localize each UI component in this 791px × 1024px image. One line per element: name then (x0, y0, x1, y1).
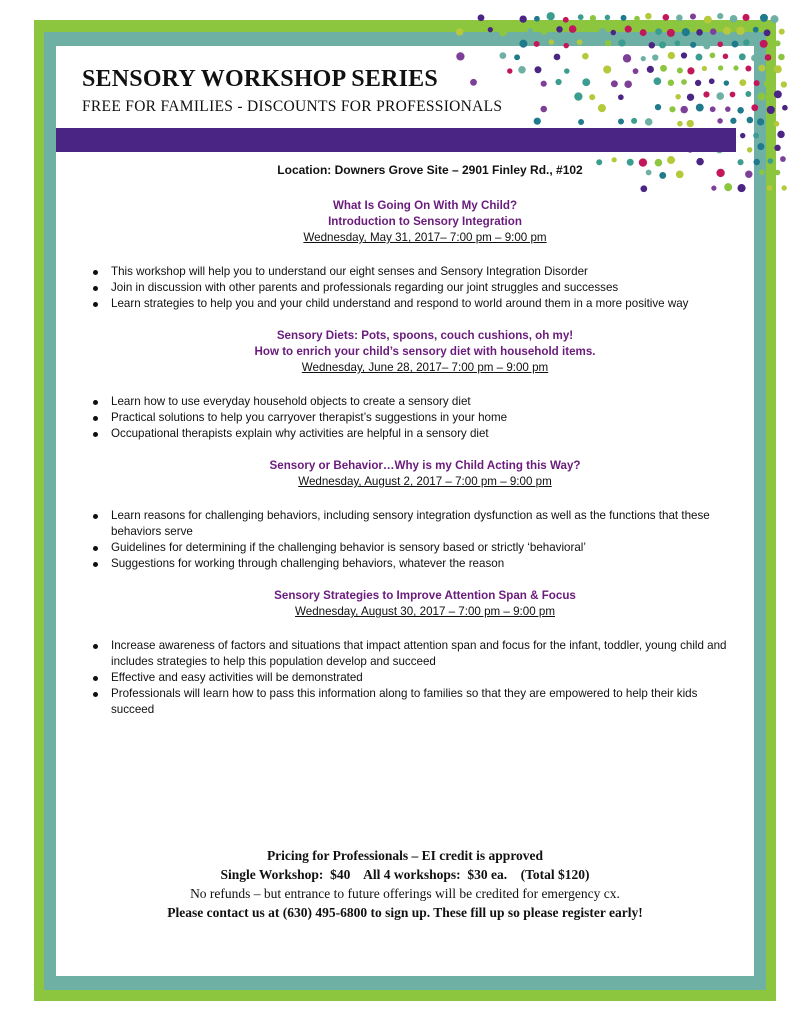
confetti-dot (723, 54, 729, 60)
confetti-dot (764, 29, 771, 36)
confetti-dot (768, 158, 774, 164)
confetti-dot (618, 94, 624, 100)
confetti-dot (589, 94, 595, 100)
confetti-dot (519, 15, 526, 22)
confetti-dot (541, 29, 547, 35)
confetti-dot (676, 15, 683, 22)
confetti-dot (765, 54, 772, 61)
confetti-dot (605, 40, 611, 46)
workshop-1 (56, 198, 754, 312)
workshop-3-bullets (56, 508, 754, 572)
confetti-dot (599, 28, 606, 35)
confetti-dot (603, 65, 611, 73)
confetti-dot (677, 121, 683, 127)
confetti-dot (677, 67, 683, 73)
confetti-dot (669, 106, 675, 112)
confetti-dot (652, 54, 658, 60)
location-line: Location: Downers Grove Site – 2901 Finley Rd., #102 (277, 163, 583, 177)
confetti-dot (777, 131, 784, 138)
confetti-dot (687, 94, 694, 101)
confetti-dot (641, 56, 646, 61)
workshop-3-title: Sensory or Behavior…Why is my Child Acting this Way? (269, 459, 581, 472)
confetti-dot (710, 28, 716, 34)
confetti-dot (774, 90, 782, 98)
confetti-dot (605, 15, 610, 20)
purple-header-band (56, 128, 736, 152)
confetti-dot (535, 66, 542, 73)
list-item: Suggestions for working through challenging behaviors, whatever the reason (56, 556, 754, 572)
confetti-dot (470, 79, 477, 86)
confetti-dot (779, 29, 785, 35)
confetti-dot (634, 16, 640, 22)
confetti-dot (775, 170, 781, 176)
confetti-dot (710, 52, 716, 58)
confetti-dot (758, 93, 766, 101)
confetti-dot (754, 80, 760, 86)
confetti-dot (767, 185, 773, 191)
confetti-dot (660, 65, 667, 72)
confetti-dot (774, 121, 779, 126)
pricing-section (56, 846, 754, 922)
confetti-dot (514, 54, 520, 60)
confetti-dot (488, 27, 493, 32)
confetti-dot (717, 41, 723, 47)
list-item: Professionals will learn how to pass this information along to families so that they are empowered to help their kids succeed (56, 686, 754, 718)
confetti-dot (499, 52, 506, 59)
confetti-dot (687, 120, 694, 127)
workshop-1-date: Wednesday, May 31, 2017– 7:00 pm – 9:00 pm (303, 231, 547, 244)
confetti-dot (618, 118, 624, 124)
confetti-dot (659, 41, 666, 48)
confetti-dot (681, 52, 687, 58)
workshop-2-date: Wednesday, June 28, 2017– 7:00 pm – 9:00 pm (301, 361, 549, 374)
confetti-dot (740, 133, 745, 138)
confetti-dot (751, 104, 758, 111)
confetti-dot (782, 185, 787, 190)
confetti-dot (540, 106, 547, 113)
confetti-dot (507, 68, 512, 73)
confetti-dot (717, 118, 723, 124)
confetti-dot (654, 77, 662, 85)
workshop-2 (56, 328, 754, 442)
workshop-2-subtitle: How to enrich your child’s sensory diet with household items. (254, 345, 596, 358)
confetti-dot (564, 68, 569, 73)
workshop-1-title: What Is Going On With My Child? (332, 199, 518, 212)
confetti-dot (625, 26, 632, 33)
confetti-dot (739, 79, 746, 86)
confetti-dot (704, 16, 712, 24)
confetti-dot (611, 30, 616, 35)
confetti-dot (770, 15, 778, 23)
confetti-dot (499, 28, 507, 36)
confetti-dot (753, 133, 759, 139)
confetti-dot (757, 118, 764, 125)
page-subtitle: FREE FOR FAMILIES - DISCOUNTS FOR PROFESSIONALS (82, 98, 503, 115)
confetti-dot (645, 118, 653, 126)
confetti-dot (757, 143, 764, 150)
confetti-dot (717, 13, 723, 19)
confetti-dot (611, 80, 618, 87)
workshop-4-date: Wednesday, August 30, 2017 – 7:00 pm – 9:00 pm (295, 605, 555, 618)
confetti-dot (736, 27, 744, 35)
contact-line: Please contact us at (630) 495-6800 to sign up. These fill up so please register early! (167, 905, 643, 920)
confetti-dot (682, 28, 690, 36)
confetti-dot (730, 92, 736, 98)
confetti-dot (768, 130, 774, 136)
confetti-dot (753, 159, 759, 165)
pricing-heading: Pricing for Professionals – EI credit is approved (266, 848, 544, 863)
confetti-dot (696, 104, 704, 112)
confetti-dot (709, 78, 715, 84)
confetti-dot (690, 13, 696, 19)
confetti-dot (730, 118, 736, 124)
confetti-dot (518, 66, 526, 74)
confetti-dot (732, 41, 739, 48)
confetti-dot (577, 39, 583, 45)
list-item: Learn how to use everyday household objects to create a sensory diet (56, 394, 754, 410)
confetti-dot (780, 156, 786, 162)
list-item: Effective and easy activities will be demonstrated (56, 670, 754, 686)
confetti-dot (764, 80, 771, 87)
confetti-dot (718, 65, 723, 70)
confetti-dot (647, 66, 654, 73)
list-item: This workshop will help you to understand our eight senses and Sensory Integration Disorder (56, 264, 754, 280)
confetti-dot (574, 92, 582, 100)
list-item: Occupational therapists explain why activities are helpful in a sensory diet (56, 426, 754, 442)
confetti-dot (582, 53, 589, 60)
confetti-dot (742, 14, 749, 21)
confetti-dot (745, 91, 751, 97)
confetti-dot (745, 65, 751, 71)
confetti-dot (534, 16, 540, 22)
confetti-dot (695, 80, 701, 86)
confetti-dot (723, 27, 731, 35)
confetti-dot (563, 17, 569, 23)
confetti-dot (710, 106, 716, 112)
confetti-dot (527, 28, 532, 33)
confetti-dot (618, 39, 625, 46)
confetti-dot (747, 147, 752, 152)
confetti-dot (556, 26, 562, 32)
workshop-4-title: Sensory Strategies to Improve Attention Span & Focus (274, 589, 576, 602)
confetti-dot (624, 80, 632, 88)
confetti-dot (758, 65, 765, 72)
confetti-dot (675, 40, 681, 46)
confetti-dot (680, 106, 687, 113)
confetti-dot (621, 15, 627, 21)
confetti-dot (774, 145, 780, 151)
confetti-dot (578, 119, 584, 125)
confetti-dot (668, 52, 675, 59)
confetti-dot (649, 42, 656, 49)
workshop-1-bullets (56, 264, 754, 312)
workshop-4 (56, 588, 754, 718)
confetti-dot (690, 42, 696, 48)
confetti-dot (760, 40, 768, 48)
confetti-dot (703, 42, 710, 49)
confetti-dot (716, 92, 724, 100)
confetti-dot (775, 40, 781, 46)
confetti-dot (696, 29, 703, 36)
confetti-dot (582, 78, 590, 86)
confetti-dot (547, 12, 555, 20)
workshop-3 (56, 458, 754, 572)
confetti-dot (640, 29, 647, 36)
list-item: Learn strategies to help you and your child understand and respond to world around them in a more positive way (56, 296, 754, 312)
confetti-dot (541, 81, 547, 87)
refund-policy: No refunds – but entrance to future offerings will be credited for emergency cx. (190, 886, 620, 901)
confetti-dot (781, 81, 787, 87)
confetti-dot (778, 54, 785, 61)
confetti-dot (623, 54, 631, 62)
confetti-dot (759, 170, 765, 176)
workshop-4-bullets (56, 638, 754, 718)
list-item: Guidelines for determining if the challenging behavior is sensory based or strictly ‘behavioral’ (56, 540, 754, 556)
confetti-dot (743, 39, 749, 45)
confetti-dot (696, 54, 703, 61)
confetti-dot (655, 28, 662, 35)
confetti-dot (681, 79, 687, 85)
confetti-dot (737, 107, 744, 114)
list-item: Join in discussion with other parents and professionals regarding our joint struggles and successes (56, 280, 754, 296)
confetti-dot (747, 117, 754, 124)
confetti-dot (645, 13, 652, 20)
workshop-3-date: Wednesday, August 2, 2017 – 7:00 pm – 9:00 pm (298, 475, 552, 488)
workshop-content (56, 160, 754, 718)
confetti-dot (534, 41, 540, 47)
confetti-dot (549, 39, 554, 44)
confetti-dot (739, 53, 746, 60)
confetti-dot (667, 29, 675, 37)
confetti-dot (569, 25, 577, 33)
confetti-dot (478, 14, 485, 21)
list-item: Increase awareness of factors and situations that impact attention span and focus for the infant, toddler, young child and includes strategies to help this population develop and succeed (56, 638, 754, 670)
confetti-dot (631, 118, 637, 124)
list-item: Practical solutions to help you carryover therapist’s suggestions in your home (56, 410, 754, 426)
confetti-dot (554, 54, 561, 61)
confetti-dot (668, 80, 674, 86)
confetti-dot (725, 106, 731, 112)
confetti-dot (663, 14, 670, 21)
confetti-dot (687, 67, 694, 74)
workshop-2-title: Sensory Diets: Pots, spoons, couch cushions, oh my! (276, 329, 574, 342)
confetti-dot (782, 105, 788, 111)
confetti-dot (760, 14, 768, 22)
confetti-dot (702, 66, 707, 71)
confetti-dot (534, 118, 541, 125)
confetti-dot (724, 80, 729, 85)
workshop-2-bullets (56, 394, 754, 442)
confetti-dot (675, 94, 681, 100)
confetti-dot (733, 65, 738, 70)
confetti-dot (753, 27, 759, 33)
confetti-dot (703, 91, 709, 97)
confetti-dot (578, 14, 584, 20)
pricing-amounts: Single Workshop: $40 All 4 workshops: $30 ea. (Total $120) (220, 867, 590, 882)
confetti-dot (563, 43, 569, 49)
confetti-dot (751, 55, 758, 62)
confetti-dot (767, 106, 775, 114)
confetti-dot (456, 52, 464, 60)
list-item: Learn reasons for challenging behaviors, including sensory integration dysfunction as well as the functions that these behaviors serve (56, 508, 754, 540)
confetti-dot (655, 104, 661, 110)
confetti-dot (590, 15, 596, 21)
confetti-dot (774, 65, 782, 73)
confetti-dot (730, 15, 738, 23)
confetti-dot (555, 79, 561, 85)
confetti-dot (633, 68, 639, 74)
confetti-dot (456, 28, 463, 35)
page-title: SENSORY WORKSHOP SERIES (82, 66, 438, 92)
confetti-dot (519, 40, 527, 48)
workshop-1-subtitle: Introduction to Sensory Integration (328, 215, 522, 228)
confetti-dot (598, 104, 606, 112)
